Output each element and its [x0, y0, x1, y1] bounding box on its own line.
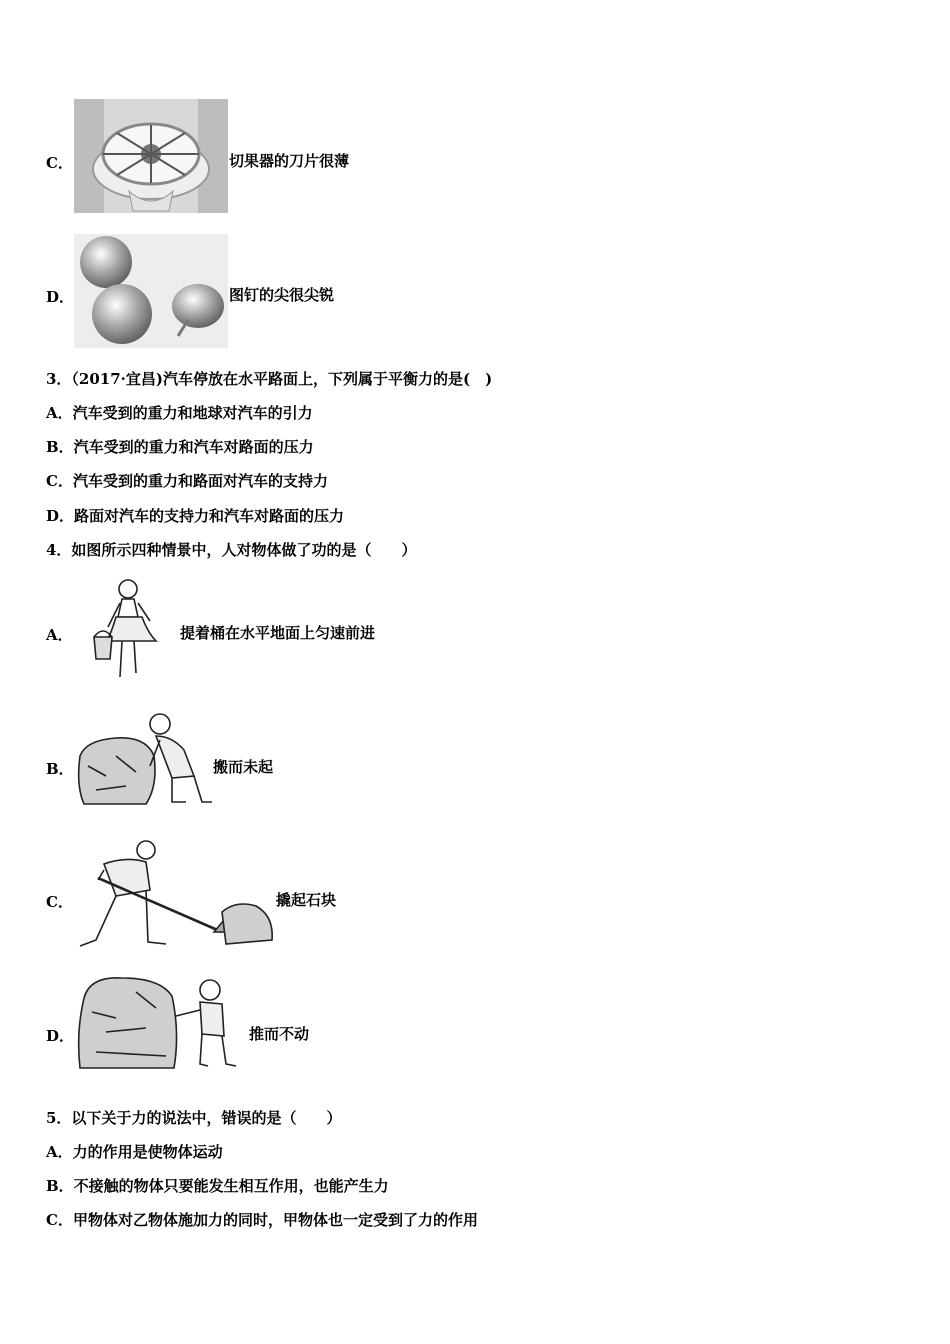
q4-option-d-letter: D． [46, 1027, 75, 1045]
q4-option-d-text: 推而不动 [249, 1025, 310, 1043]
q2-option-d-letter: D． [46, 288, 75, 306]
q5-stem: 5．以下关于力的说法中，错误的是（ ） [46, 1109, 342, 1127]
fruit-slicer-image [74, 99, 228, 213]
q3-stem: 3．（2017·宜昌)汽车停放在水平路面上，下列属于平衡力的是( ) [46, 370, 493, 388]
q4-option-b-letter: B． [46, 760, 74, 778]
thumbtacks-image [74, 234, 228, 348]
q4-option-c-letter: C． [46, 893, 73, 911]
q2-option-c-text: 切果器的刀片很薄 [229, 152, 350, 170]
man-prying-rock-image [76, 840, 276, 952]
q3-option-a: A．汽车受到的重力和地球对汽车的引力 [46, 404, 313, 422]
man-lifting-rock-image [76, 706, 212, 810]
q2-option-c-letter: C． [46, 154, 73, 172]
q3-option-d: D．路面对汽车的支持力和汽车对路面的压力 [46, 507, 345, 525]
q4-option-a-text: 提着桶在水平地面上匀速前进 [180, 624, 376, 642]
q3-option-b: B．汽车受到的重力和汽车对路面的压力 [46, 438, 314, 456]
q5-option-a: A．力的作用是使物体运动 [46, 1143, 223, 1161]
q3-option-c: C．汽车受到的重力和路面对汽车的支持力 [46, 472, 328, 490]
boy-pushing-boulder-image [76, 972, 248, 1072]
girl-carrying-bucket-image [86, 577, 176, 687]
q4-option-a-letter: A． [46, 626, 73, 644]
q4-stem: 4．如图所示四种情景中，人对物体做了功的是（ ） [46, 541, 417, 559]
q5-option-b: B．不接触的物体只要能发生相互作用，也能产生力 [46, 1177, 389, 1195]
q5-option-c: C．甲物体对乙物体施加力的同时，甲物体也一定受到了力的作用 [46, 1211, 478, 1229]
q4-option-c-text: 撬起石块 [276, 891, 337, 909]
q4-option-b-text: 搬而未起 [213, 758, 274, 776]
q2-option-d-text: 图钉的尖很尖锐 [229, 286, 335, 304]
